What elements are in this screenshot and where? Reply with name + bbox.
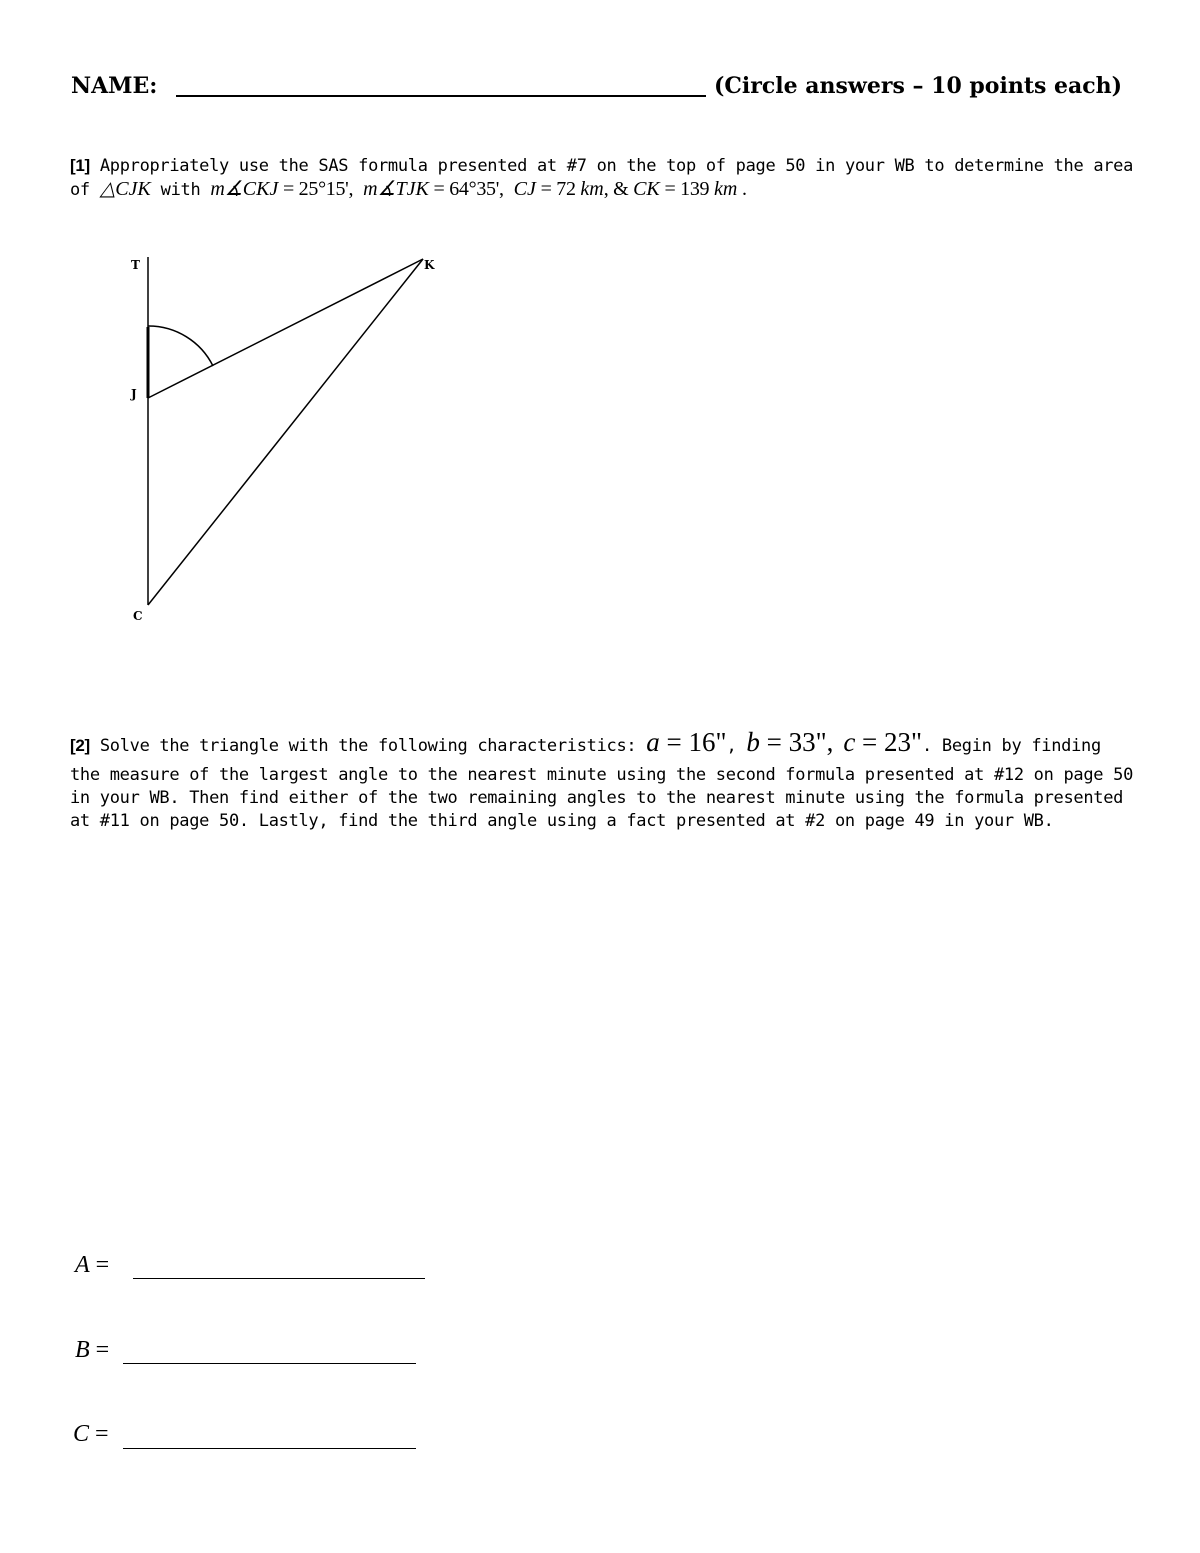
side-c [843, 727, 922, 757]
answer-c-eq: = [89, 1421, 109, 1447]
answer-a-eq: = [89, 1252, 110, 1278]
side-c-value: = 23" [855, 727, 923, 757]
segment-jk [148, 259, 423, 398]
side-cj: CJ [513, 178, 536, 200]
angle-tjk: m∡TJK [363, 178, 429, 200]
answer-b-field[interactable] [123, 1342, 416, 1364]
answer-c-field[interactable] [123, 1427, 416, 1449]
segment-ck [148, 259, 423, 605]
question-2-line-1: [2] Solve the triangle with the following characteristics: a = 16", b = 33", c = 23". Begin by finding [70, 727, 1101, 757]
ampersand: , & [603, 178, 634, 200]
question-1-end: . [737, 178, 747, 200]
point-k-label: K [424, 258, 435, 272]
side-cj-value: = 72 [535, 178, 581, 200]
answer-c-label [73, 1421, 109, 1448]
angle-tjk-value: = 64°35', [428, 178, 504, 200]
question-1-text: Appropriately use the SAS formula presented at #7 on the top of page 50 in your WB to determine the area [89, 156, 1134, 176]
side-a-var: a [646, 727, 660, 757]
side-ck-value: = 139 [659, 178, 714, 200]
side-a [646, 727, 726, 757]
question-2-line-2: the measure of the largest angle to the nearest minute using the second formula presented at #12 on page 50 [70, 765, 1134, 785]
question-2-line-3: in your WB. Then find either of the two remaining angles to the nearest minute using the formula presented [70, 788, 1124, 808]
side-b [746, 727, 833, 757]
question-1-of: of [70, 180, 100, 200]
answer-c-var: C [73, 1421, 90, 1447]
answer-b-var: B [75, 1337, 90, 1363]
point-t-label: T [131, 258, 140, 272]
side-a-value: = 16" [659, 727, 727, 757]
question-1-with: with [150, 180, 211, 200]
answer-b-label [75, 1337, 109, 1364]
question-2-number: [2] [70, 736, 90, 755]
side-b-var: b [746, 727, 760, 757]
answer-a-var: A [75, 1252, 90, 1278]
answer-b-eq: = [89, 1337, 110, 1363]
point-j-label: J [131, 387, 137, 401]
side-ck: CK [633, 178, 660, 200]
question-2 [70, 727, 1150, 833]
question-2-text-end: . Begin by finding [922, 736, 1101, 756]
side-b-value: = 33", [759, 727, 834, 757]
triangle-name: △CJK [99, 178, 151, 200]
answer-a-field[interactable] [133, 1257, 425, 1279]
angle-ckj-value: = 25°15', [278, 178, 354, 200]
answer-a-label [75, 1252, 109, 1279]
question-1-number: [1] [70, 156, 90, 175]
angle-ckj: m∡CKJ [210, 178, 279, 200]
side-ck-unit: km [713, 178, 738, 200]
side-c-var: c [843, 727, 856, 757]
angle-tjk-arc [148, 326, 213, 366]
point-c-label: C [133, 609, 143, 623]
question-2-line-4: at #11 on page 50. Lastly, find the third angle using a fact presented at #2 on page 49 in your WB. [70, 811, 1054, 831]
side-cj-unit: km [580, 178, 604, 200]
triangle-diagram [0, 0, 1200, 700]
name-label: NAME: [71, 73, 158, 99]
question-2-text: Solve the triangle with the following characteristics: [89, 736, 647, 756]
instructions: (Circle answers – 10 points each) [714, 73, 1123, 99]
